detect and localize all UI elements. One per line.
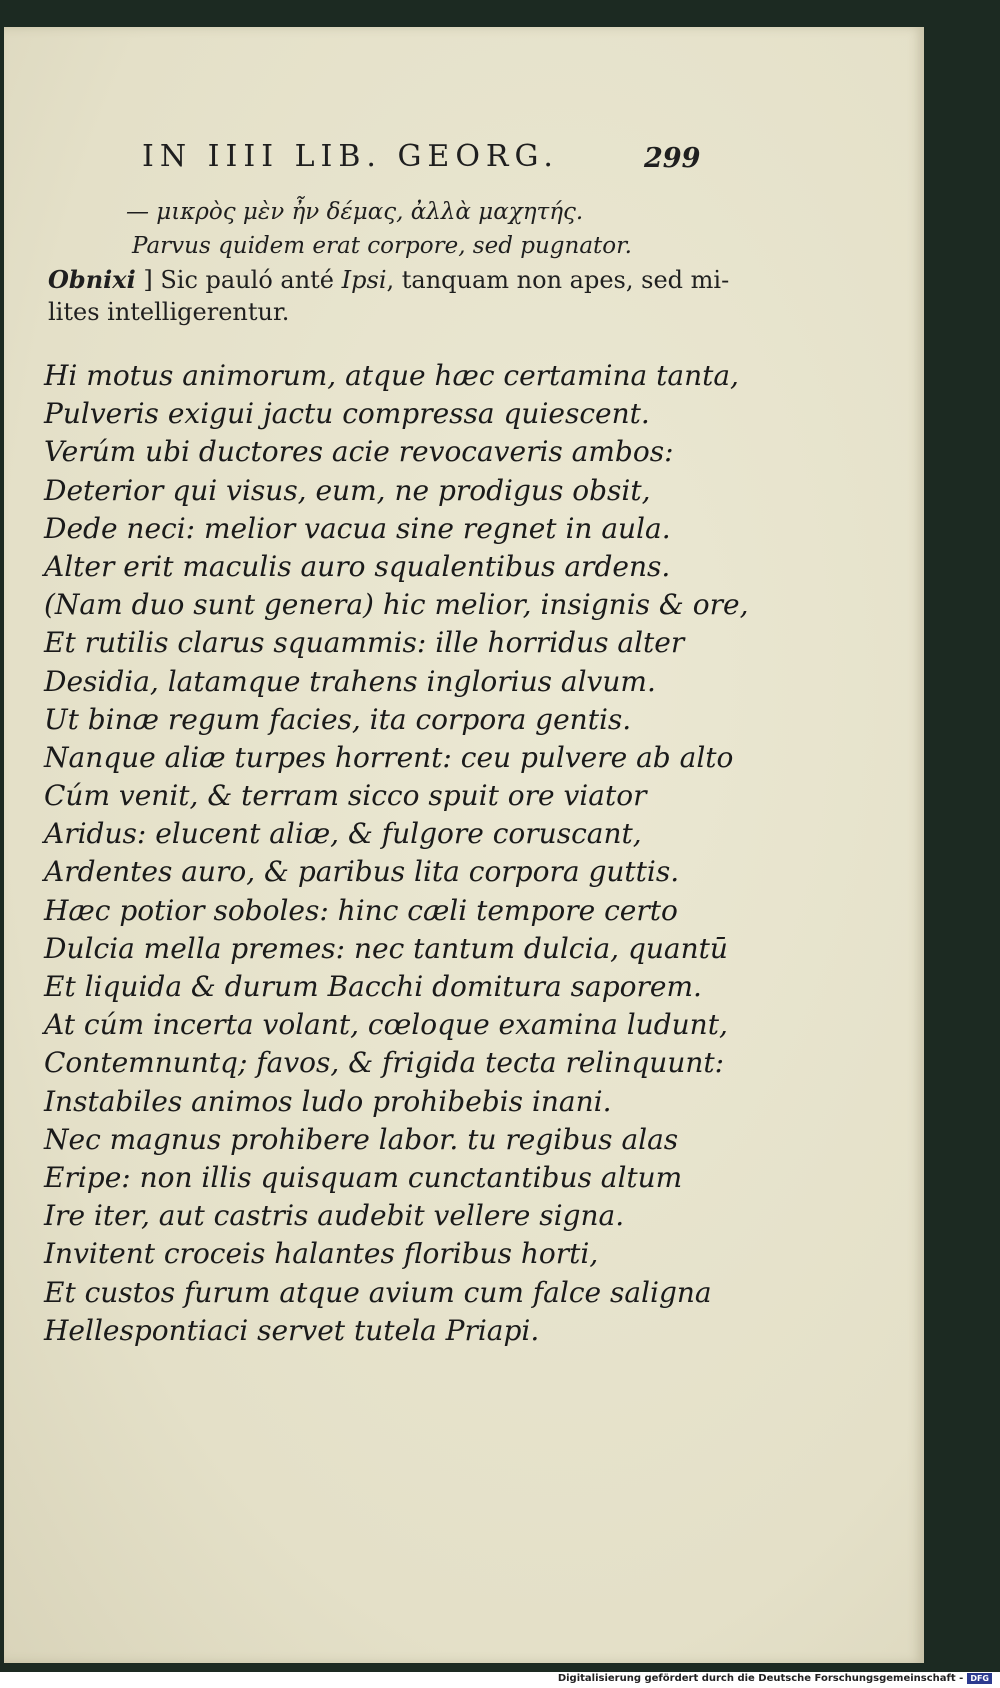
dfg-logo: DFG [967,1673,992,1684]
verse-line: Alter erit maculis auro squalentibus ardens. [44,549,671,583]
verse-line: Instabiles animos ludo prohibebis inani. [44,1084,612,1118]
credit-text: Digitalisierung gefördert durch die Deutsche Forschungsgemeinschaft - [557,1673,964,1684]
commentary-note [48,264,729,328]
note-text-c: , tanquam non apes, sed mi- [386,266,730,294]
verse-line: Et custos furum atque avium cum falce saligna [44,1275,712,1309]
verse-line: Invitent croceis halantes floribus horti, [44,1237,599,1271]
verse-line: Aridus: elucent aliæ, & fulgore coruscant, [44,817,642,851]
verse-line: Nec magnus prohibere labor. tu regibus alas [44,1122,679,1156]
verse-line: Et rutilis clarus squammis: ille horridus alter [44,626,685,660]
digitization-credit [558,1673,992,1684]
verse-line: Contemnuntq; favos, & frigida tecta relinquunt: [44,1046,725,1080]
verse-line: Dulcia mella premes: nec tantum dulcia, quantū [44,931,728,965]
verse-line: Hellespontiaci servet tutela Priapi. [44,1313,540,1347]
running-head: IN IIII LIB. GEORG. [142,139,559,174]
verse-list [44,357,748,1350]
verse-line: Ardentes auro, & paribus lita corpora guttis. [44,855,680,889]
verse-line: Verúm ubi ductores acie revocaveris ambos: [44,435,674,469]
verse-line: (Nam duo sunt genera) hic melior, insignis & ore, [44,588,749,622]
verse-line: Eripe: non illis quisquam cunctantibus altum [44,1160,683,1194]
note-line-1 [48,264,729,296]
book-page [4,27,924,1663]
verse-line: Ire iter, aut castris audebit vellere signa. [44,1199,625,1233]
verse-line: At cúm incerta volant, cœloque examina ludunt, [44,1008,728,1042]
note-lemma: Obnixi [48,265,136,294]
page-number: 299 [644,143,701,174]
verse-line: Deterior qui visus, eum, ne prodigus obsit, [44,473,651,507]
greek-quote: — μικρὸς μὲν ἦν δέμας, ἀλλὰ μαχητής. [126,199,584,225]
note-text-italic: Ipsi [341,266,387,294]
verse-line: Hi motus animorum, atque hæc certamina tanta, [44,359,739,392]
verse-line: Nanque aliæ turpes horrent: ceu pulvere ab alto [44,740,734,774]
verse-line: Cúm venit, & terram sicco spuit ore viator [44,779,647,813]
latin-translation: Parvus quidem erat corpore, sed pugnator. [132,233,632,259]
verse-line: Hæc potior soboles: hinc cæli tempore certo [44,893,678,927]
verse-line: Desidia, latamque trahens inglorius alvum. [44,664,656,698]
verse-line: Et liquida & durum Bacchi domitura saporem. [44,970,702,1003]
note-line-2: lites intelligerentur. [48,298,290,326]
verse-line: Ut binæ regum facies, ita corpora gentis. [44,702,632,736]
note-text-a: ] Sic pauló anté [143,266,335,294]
verse-line: Pulveris exigui jactu compressa quiescent. [44,397,650,431]
verse-line: Dede neci: melior vacua sine regnet in aula. [44,511,671,545]
